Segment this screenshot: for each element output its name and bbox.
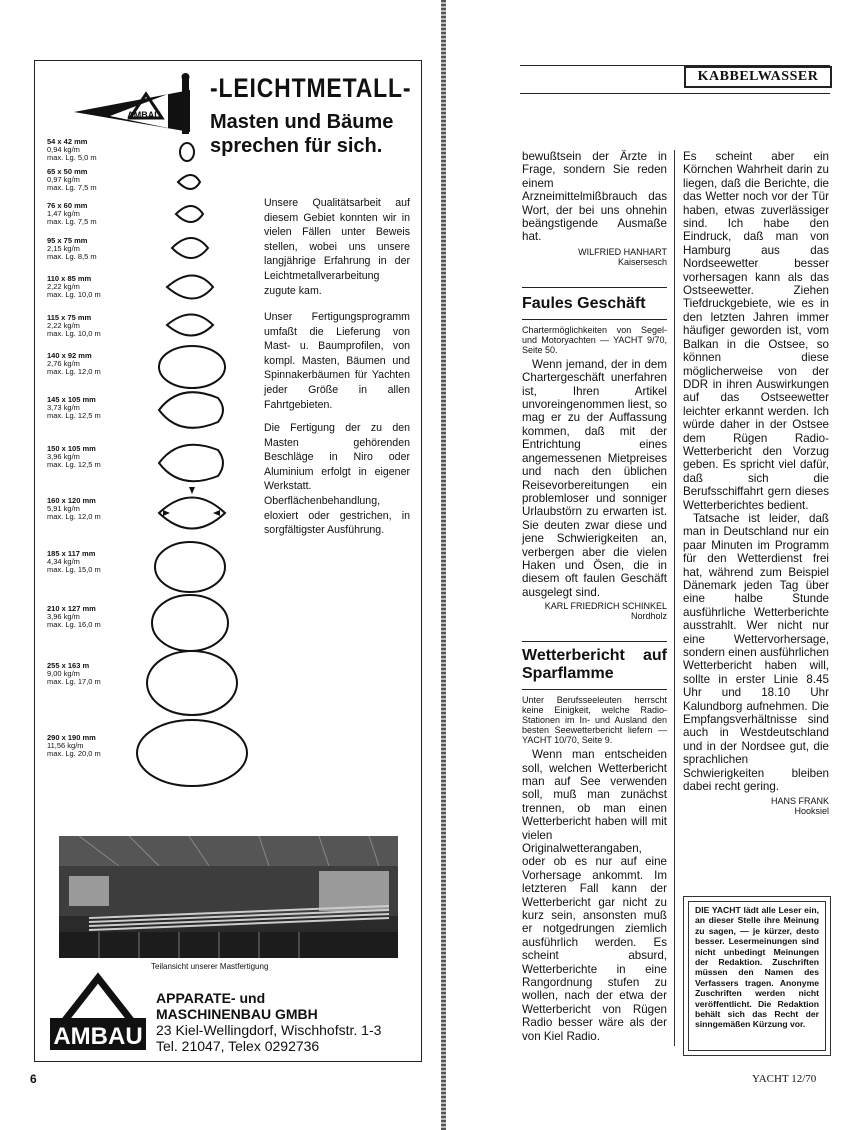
column-2-paragraph-1: Es scheint aber ein Körnchen Wahrheit darin zu liegen, daß die Berichte, die das Wetter noch vor der Tür haben, etwas zuverlässiger sind. Ich habe den Eindruck, daß man von Hamburg aus das Nordseewetter besser vorhersagen kann als das Ostseewetter. Ziehen Tiefdruckgebiete, wie es in den letzten Jahren immer häufiger geworden ist, vom Balkan in die Ostsee, so können diese möglicherweise von der DDR in ihren Auswirkungen auf das Ostseewetter leichter erkannt werden. Ich würde daher in der Ostsee dem Rügen Radio-Wetterbericht den Vorzug geben. Es spricht viel dafür, daß sich die Berufsschiffahrt gern dieses Wetterberichtes bedient. <box>683 150 829 512</box>
spec-item: 255 x 163 m 9,00 kg/m max. Lg. 17,0 m <box>47 661 101 686</box>
spec-item: 65 x 50 mm 0,97 kg/m max. Lg. 7,5 m <box>47 167 97 192</box>
mast-profiles-diagram <box>130 130 260 790</box>
company-name-2: MASCHINENBAU GMBH <box>156 1006 318 1022</box>
profile-shape <box>172 238 208 258</box>
page-number: 6 <box>30 1072 37 1086</box>
ad-paragraph-3: Die Fertigung der zu den Masten gehörenden Beschläge in Niro oder Aluminium erfolgt in eigener Werkstatt. Oberflächenbehandlung, eloxiert oder gestrichen, in sorgfältigster Ausführung. <box>264 422 410 537</box>
profile-shape <box>159 392 223 428</box>
article-2-reference: Chartermöglichkeiten von Segel- und Motoryachten — YACHT 9/70, Seite 50. <box>522 324 667 355</box>
column-2-paragraph-2: Tatsache ist leider, daß man in Deutschland nur ein paar Minuten im Programm für den Wetterdienst frei hat, während zum Beispiel Dänemark jeden Tag über eine halbe Stunde ausführliche Wetterberichte ausstrahlt. Wer nicht nur eine Wettervorhersage, sondern einen ausführlichen Wetterbericht haben will, sollte in erster Linie 8.45 Uhr und 18.10 Uhr Kalundborg aufnehmen. Die Empfangsverhältnisse sind auch in Westdeutschland und in der Nordsee gut, die sprachlichen Schwierigkeiten bleiben dabei recht gering. <box>683 511 829 794</box>
company-info <box>156 990 381 1054</box>
spec-item: 145 x 105 mm 3,73 kg/m max. Lg. 12,5 m <box>47 395 101 420</box>
svg-text:AMBAU: AMBAU <box>127 110 161 120</box>
column-2 <box>683 150 829 816</box>
spec-item: 150 x 105 mm 3,96 kg/m max. Lg. 12,5 m <box>47 444 101 469</box>
profile-shape <box>155 542 225 592</box>
column-1 <box>522 150 667 1043</box>
company-phone: Tel. 21047, Telex 0292736 <box>156 1038 320 1054</box>
column-rule <box>674 150 675 1046</box>
article-3-reference: Unter Berufsseeleuten herrscht keine Einigkeit, welche Radio-Stationen im In- und Ausland den besten Seewetterbericht liefern — YACHT 10/70, Seite 9. <box>522 695 667 746</box>
spec-item: 95 x 75 mm 2,15 kg/m max. Lg. 8,5 m <box>47 236 97 261</box>
factory-photo <box>59 836 398 958</box>
ad-paragraph-2: Unser Fertigungsprogramm umfaßt die Lieferung von Mast- u. Baumprofilen, von kompl. Masten, Bäumen und Spinnakerbäumen für Yachten jeder Größe in allen Fahrtgebieten. <box>264 311 410 411</box>
profile-shape <box>137 720 247 786</box>
profile-shape <box>152 595 228 651</box>
ad-paragraph-1: Unsere Qualitätsarbeit auf diesem Gebiet konnten wir in vielen Fällen unter Beweis stellen, wobei uns unsere langjährige Erfahrung in der Leichtmetallverarbeitung zugute kam. <box>264 197 410 297</box>
top-rule-2 <box>520 93 830 94</box>
profile-shape <box>159 346 225 388</box>
photo-caption: Teilansicht unserer Mastfertigung <box>151 962 269 971</box>
profile-shape <box>176 206 203 222</box>
signature-1: WILFRIED HANHART Kaisersesch <box>578 246 667 267</box>
ad-title: -LEICHTMETALL- <box>210 73 412 103</box>
page-gutter <box>441 0 446 1130</box>
article-3-heading: Wetterbericht auf Sparflamme <box>522 647 667 683</box>
spec-item: 185 x 117 mm 4,34 kg/m max. Lg. 15,0 m <box>47 549 101 574</box>
letter-continuation: bewußtsein der Ärzte in Frage, sondern Sie reden einem Arzneimittelmißbrauch das Wort, der bei uns ohnehin beängstigende Ausmaße hat. <box>522 150 667 244</box>
logo-text: AMBAU <box>53 1023 143 1050</box>
spec-item: 76 x 60 mm 1,47 kg/m max. Lg. 7,5 m <box>47 201 97 226</box>
pennant-logo-icon <box>70 72 200 136</box>
profile-shape <box>167 276 213 299</box>
spec-item: 210 x 127 mm 3,96 kg/m max. Lg. 16,0 m <box>47 604 101 629</box>
page-footer: YACHT 12/70 <box>752 1073 817 1085</box>
article-2-body: Wenn jemand, der in dem Chartergeschäft unerfahren ist, Ihren Artikel unvoreingenommen liest, so mag er zu der Auffassung kommen, daß mit der Entrichtung eines angemessenen Mietpreises und nach den üblichen Reisevorbereitungen ein problemloser und sonniger Urlaubstörn zu erwarten ist. Sie deuten zwar diese und jene Schwierigkeiten an, verbergen aber die vielen Haken und Ösen, die in diesem oft faulen Geschäft ausgelegt sind. <box>522 357 668 599</box>
spec-item: 160 x 120 mm 5,91 kg/m max. Lg. 12,0 m <box>47 496 101 521</box>
article-3-body: Wenn man entscheiden soll, welchen Wetterbericht man auf See verwenden soll, muß man zunächst trennen, ob man einen Wetterbericht haben will mit vielen Originalwetterangaben, oder ob es nur auf eine Vorhersage ankommt. Im letzteren Fall kann der Wetterbericht gar nicht zu kurz sein, ansonsten muß er notgedrungen ziemlich ausführlich werden. Es scheint absurd, Wetterberichte in eine Rangordnung stufen zu wollen, nach der etwa der Wetterbericht von Rügen Radio besser wäre als der von Kiel Radio. <box>522 748 667 1043</box>
profile-shape <box>178 175 200 189</box>
spec-item: 115 x 75 mm 2,22 kg/m max. Lg. 10,0 m <box>47 313 101 338</box>
company-address: 23 Kiel-Wellingdorf, Wischhofstr. 1-3 <box>156 1022 382 1038</box>
rubric-label: KABBELWASSER <box>684 66 832 88</box>
editorial-notice: DIE YACHT lädt alle Leser ein, an dieser Stelle ihre Meinung zu sagen, — je kürzer, desto besser. Lesermeinungen sind nicht unbedingt Meinungen der Redaktion. Zuschriften müssen den Namen des Verfassers tragen. Anonyme Zuschriften werden nicht veröffentlicht. Die Redaktion behält sich das Recht der sinngemäßen Kürzung vor. <box>688 901 826 1051</box>
spec-item: 110 x 85 mm 2,22 kg/m max. Lg. 10,0 m <box>47 274 101 299</box>
article-2-heading: Faules Geschäft <box>522 294 646 312</box>
signature-2: KARL FRIEDRICH SCHINKEL Nordholz <box>544 601 667 622</box>
spec-item: 140 x 92 mm 2,76 kg/m max. Lg. 12,0 m <box>47 351 101 376</box>
section-rule <box>522 287 667 293</box>
ad-subtitle-line-2: sprechen für sich. <box>210 135 383 157</box>
spec-item: 54 x 42 mm 0,94 kg/m max. Lg. 5,0 m <box>47 137 97 162</box>
editorial-notice-box <box>683 896 831 1056</box>
profile-shape <box>167 315 213 336</box>
ambau-logo-icon <box>48 972 148 1062</box>
spec-item: 290 x 190 mm 11,56 kg/m max. Lg. 20,0 m <box>47 733 101 758</box>
signature-3: HANS FRANK Hooksiel <box>770 795 829 816</box>
company-name-1: APPARATE- und <box>156 990 266 1006</box>
profile-shape <box>180 143 194 161</box>
ad-subtitle-line-1: Masten und Bäume <box>210 111 394 133</box>
profile-shape <box>147 651 237 715</box>
profile-shape <box>159 445 223 481</box>
factory-photo-image <box>59 836 398 958</box>
